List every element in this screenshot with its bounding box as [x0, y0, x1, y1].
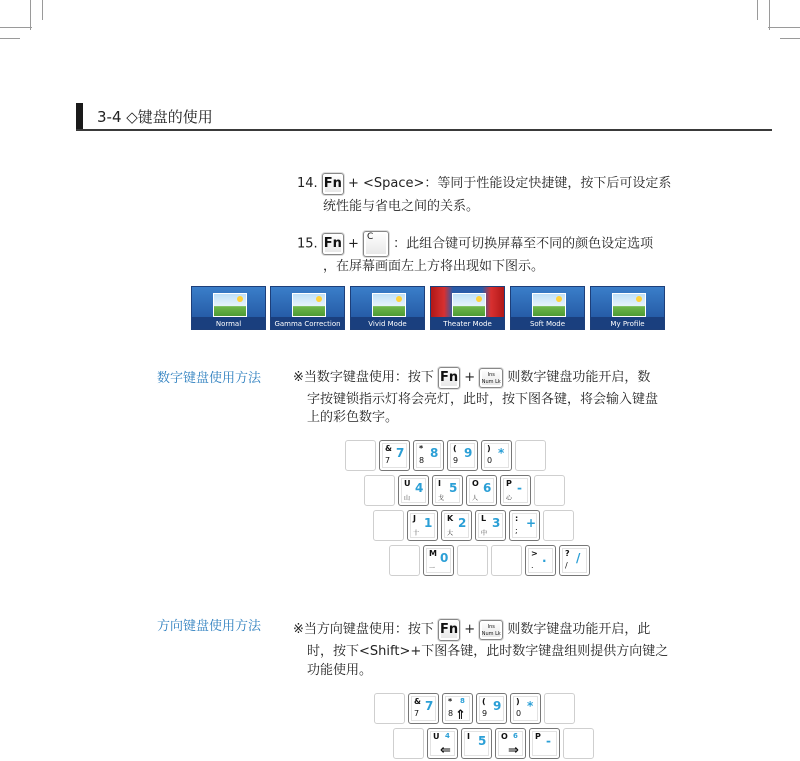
numlock-key	[479, 368, 503, 388]
key-number: *	[527, 699, 534, 713]
keyboard-key	[525, 545, 556, 576]
key-legend: M	[429, 549, 437, 558]
blank-key	[373, 510, 404, 541]
key-number: 5	[478, 734, 487, 748]
keyboard-key	[407, 510, 438, 541]
color-mode-thumbnail	[270, 286, 345, 330]
page-title: 3-4 ◇键盘的使用	[97, 108, 213, 126]
key-legend: I	[467, 732, 470, 741]
key-legend: )	[516, 697, 520, 706]
plus-sign: +	[347, 236, 359, 252]
key-label: Ins	[487, 371, 495, 378]
blank-key	[534, 475, 565, 506]
keyboard-key	[398, 475, 429, 506]
key-number: 5	[449, 481, 458, 495]
key-number: -	[517, 481, 522, 495]
color-mode-label: Vivid Mode	[368, 320, 407, 328]
key-legend: 0	[487, 456, 493, 465]
key-label: Num Lk	[481, 378, 501, 385]
arrow-icon: ⇒	[508, 743, 519, 758]
crop-mark	[780, 38, 800, 39]
landscape-icon	[452, 293, 486, 317]
key-number: .	[542, 551, 547, 565]
key-legend: 9	[453, 456, 459, 465]
plus-sign: +	[347, 176, 359, 191]
key-legend: 7	[414, 709, 420, 718]
numeric-line3: 上的彩色数字。	[307, 410, 399, 425]
key-legend: *	[419, 444, 424, 453]
direction-line3: 功能使用。	[307, 663, 373, 678]
key-number: -	[546, 734, 551, 748]
blank-key	[345, 440, 376, 471]
key-legend: ;	[515, 526, 518, 535]
direction-line2: 时，按下<Shift>+下图各键，此时数字键盘组则提供方向键之	[307, 644, 669, 659]
key-number: 1	[424, 516, 433, 530]
key-number: +	[526, 516, 537, 530]
key-legend: 8	[448, 709, 454, 718]
keyboard-key	[461, 728, 492, 759]
keyboard-key	[495, 728, 526, 759]
key-legend: L	[481, 514, 487, 523]
key-legend: 心	[506, 495, 513, 502]
key-legend: 8	[419, 456, 425, 465]
keyboard-key	[413, 440, 444, 471]
blank-key	[374, 693, 405, 724]
key-legend: 大	[447, 530, 454, 537]
blank-key	[544, 693, 575, 724]
header-rule	[76, 129, 772, 131]
item-text: <Space>：等同于性能设定快捷键，按下后可设定系	[363, 176, 672, 191]
fn-key: Fn	[438, 619, 460, 641]
item-number: 14.	[297, 176, 318, 191]
key-number: 3	[492, 516, 501, 530]
keyboard-key	[379, 440, 410, 471]
fn-key: Fn	[322, 173, 344, 195]
numlock-key	[479, 620, 503, 640]
key-legend: J	[413, 514, 416, 523]
sun-icon	[396, 296, 402, 302]
key-legend: 9	[482, 709, 488, 718]
color-mode-thumbnail	[191, 286, 266, 330]
key-legend: 戈	[438, 495, 445, 502]
crop-mark	[0, 27, 32, 28]
keyboard-key	[408, 693, 439, 724]
item-text: ：此组合键可切换屏幕至不同的颜色设定选项	[393, 236, 654, 252]
key-legend: I	[438, 479, 441, 488]
sun-icon	[316, 296, 322, 302]
numeric-line1	[293, 366, 650, 389]
keyboard-key	[423, 545, 454, 576]
key-number: 8	[460, 697, 465, 705]
key-number: 7	[396, 446, 405, 460]
blank-key	[491, 545, 522, 576]
landscape-icon	[292, 293, 326, 317]
sun-icon	[636, 296, 642, 302]
plus-sign: +	[464, 622, 476, 637]
crop-mark	[757, 0, 758, 20]
direction-text: ※当方向键盘使用：按下	[293, 622, 434, 637]
sun-icon	[237, 296, 243, 302]
color-mode-thumbnail	[510, 286, 585, 330]
key-legend: 中	[481, 530, 488, 537]
key-number: 6	[513, 732, 518, 740]
fn-key: Fn	[322, 233, 344, 255]
key-number: 4	[415, 481, 424, 495]
key-legend: >	[531, 549, 538, 558]
landscape-icon	[532, 293, 566, 317]
blank-key	[543, 510, 574, 541]
crop-mark	[768, 27, 800, 28]
keyboard-key	[476, 693, 507, 724]
landscape-icon	[372, 293, 406, 317]
key-legend: /	[565, 561, 568, 570]
key-legend: &	[385, 444, 392, 453]
color-mode-label: Theater Mode	[443, 320, 492, 328]
key-number: 4	[445, 732, 450, 740]
item-15-line2: ，在屏幕画面左上方将出现如下图示。	[323, 259, 545, 274]
item-number: 15.	[297, 236, 318, 252]
key-legend: O	[472, 479, 479, 488]
key-label: Ins	[487, 623, 495, 630]
key-number: 0	[440, 551, 449, 565]
key-number: 6	[483, 481, 492, 495]
keyboard-key	[529, 728, 560, 759]
item-15	[297, 231, 653, 257]
color-mode-thumbnail	[430, 286, 505, 330]
numeric-heading: 数字键盘使用方法	[157, 371, 262, 386]
key-legend: 山	[404, 495, 411, 502]
c-key: C	[363, 231, 389, 257]
landscape-icon	[612, 293, 646, 317]
blank-key	[563, 728, 594, 759]
key-legend: *	[448, 697, 453, 706]
color-mode-label: Gamma Correction	[274, 320, 341, 328]
key-legend: P	[506, 479, 512, 488]
key-legend: ?	[565, 549, 570, 558]
crop-mark	[42, 0, 43, 20]
item-14	[297, 172, 671, 195]
color-mode-label: My Profile	[610, 320, 645, 328]
keyboard-key	[466, 475, 497, 506]
key-number: 8	[430, 446, 439, 460]
numeric-line2: 字按键锁指示灯将会亮灯，此时，按下图各键，将会输入键盘	[307, 392, 659, 407]
arrow-icon: ⇑	[455, 708, 466, 723]
section-marker	[76, 103, 83, 129]
key-legend: 7	[385, 456, 391, 465]
key-legend: 0	[516, 709, 522, 718]
key-legend: 十	[413, 530, 420, 537]
item-14-line2: 统性能与省电之间的关系。	[323, 199, 480, 214]
keyboard-key	[427, 728, 458, 759]
key-legend: .	[531, 561, 534, 570]
keyboard-key	[432, 475, 463, 506]
color-mode-label: Soft Mode	[529, 320, 566, 328]
direction-heading: 方向键盘使用方法	[157, 619, 262, 634]
key-legend: :	[515, 514, 519, 523]
crop-mark	[30, 0, 31, 30]
numeric-text: 则数字键盘功能开启，数	[507, 370, 651, 385]
direction-line1	[293, 618, 650, 641]
arrow-icon: ⇐	[440, 743, 451, 758]
plus-sign: +	[464, 370, 476, 385]
color-mode-thumbnail	[350, 286, 425, 330]
color-mode-label: Normal	[215, 320, 242, 328]
blank-key	[389, 545, 420, 576]
keyboard-key	[475, 510, 506, 541]
blank-key	[515, 440, 546, 471]
key-legend: U	[404, 479, 411, 488]
key-legend: K	[447, 514, 454, 523]
sun-icon	[556, 296, 562, 302]
crop-mark	[0, 38, 20, 39]
key-legend: (	[453, 444, 457, 453]
key-legend: U	[433, 732, 440, 741]
blank-key	[364, 475, 395, 506]
key-legend: P	[535, 732, 541, 741]
direction-text: 则数字键盘功能开启，此	[507, 622, 651, 637]
key-legend: (	[482, 697, 486, 706]
landscape-icon	[213, 293, 247, 317]
keyboard-key	[442, 693, 473, 724]
fn-key: Fn	[438, 367, 460, 389]
crop-mark	[769, 0, 770, 30]
keyboard-key	[481, 440, 512, 471]
keyboard-key	[509, 510, 540, 541]
key-legend: )	[487, 444, 491, 453]
key-legend: 一	[429, 565, 436, 572]
key-legend: O	[501, 732, 508, 741]
key-number: 9	[464, 446, 473, 460]
key-number: *	[498, 446, 505, 460]
blank-key	[393, 728, 424, 759]
blank-key	[457, 545, 488, 576]
key-label: Num Lk	[481, 630, 501, 637]
sun-icon	[476, 296, 482, 302]
keyboard-key	[447, 440, 478, 471]
key-legend: 人	[472, 495, 479, 502]
numeric-text: ※当数字键盘使用：按下	[293, 370, 434, 385]
keyboard-key	[559, 545, 590, 576]
key-number: 7	[425, 699, 434, 713]
key-legend: &	[414, 697, 421, 706]
key-number: 9	[493, 699, 502, 713]
key-number: 2	[458, 516, 467, 530]
keyboard-key	[500, 475, 531, 506]
keyboard-key	[441, 510, 472, 541]
key-number: /	[576, 551, 581, 565]
color-mode-thumbnail	[590, 286, 665, 330]
keyboard-key	[510, 693, 541, 724]
